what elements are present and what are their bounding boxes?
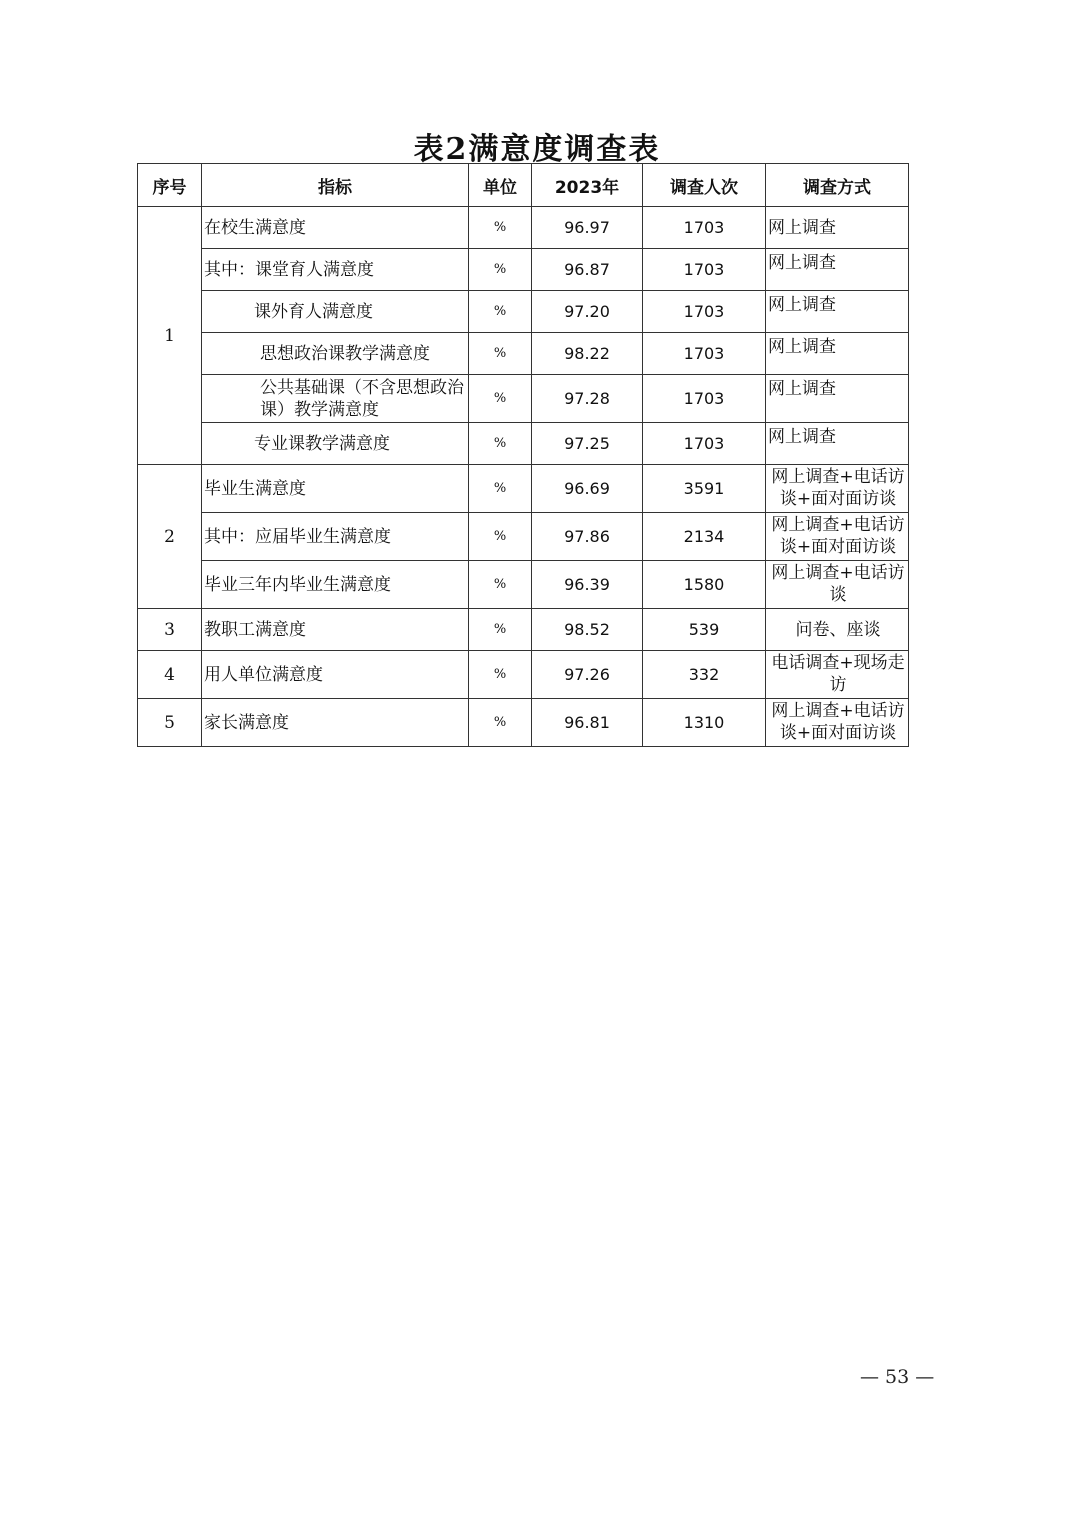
row-value: 96.81 <box>532 699 643 747</box>
row-unit: % <box>469 609 532 651</box>
row-indicator: 家长满意度 <box>202 699 469 747</box>
row-count: 1703 <box>643 333 766 375</box>
table-row <box>138 513 909 561</box>
row-method: 网上调查 <box>766 207 909 249</box>
row-count: 1703 <box>643 375 766 423</box>
row-seq: 5 <box>138 699 202 747</box>
table-row <box>138 423 909 465</box>
header-method: 调查方式 <box>766 164 909 207</box>
row-value: 97.25 <box>532 423 643 465</box>
row-seq: 3 <box>138 609 202 651</box>
row-seq: 4 <box>138 651 202 699</box>
row-count: 2134 <box>643 513 766 561</box>
row-method: 网上调查 <box>766 423 909 465</box>
row-count: 332 <box>643 651 766 699</box>
header-unit: 单位 <box>469 164 532 207</box>
row-value: 97.28 <box>532 375 643 423</box>
row-method: 网上调查+电话访谈 <box>766 561 909 609</box>
row-indicator: 其中：课堂育人满意度 <box>202 249 469 291</box>
satisfaction-table <box>137 163 909 747</box>
row-value: 96.97 <box>532 207 643 249</box>
row-method: 网上调查 <box>766 291 909 333</box>
table-header-row <box>138 164 909 207</box>
row-method: 网上调查+电话访谈+面对面访谈 <box>766 699 909 747</box>
row-value: 97.86 <box>532 513 643 561</box>
table-row <box>138 333 909 375</box>
row-unit: % <box>469 423 532 465</box>
row-unit: % <box>469 699 532 747</box>
row-indicator: 思想政治课教学满意度 <box>202 333 469 375</box>
row-unit: % <box>469 249 532 291</box>
header-count: 调查人次 <box>643 164 766 207</box>
row-value: 97.20 <box>532 291 643 333</box>
row-indicator: 专业课教学满意度 <box>202 423 469 465</box>
table-row <box>138 249 909 291</box>
row-seq: 1 <box>138 207 202 465</box>
page-number: — 53 — <box>860 1366 935 1388</box>
row-method: 电话调查+现场走访 <box>766 651 909 699</box>
row-unit: % <box>469 513 532 561</box>
row-unit: % <box>469 465 532 513</box>
row-value: 98.52 <box>532 609 643 651</box>
table-row <box>138 375 909 423</box>
row-count: 1580 <box>643 561 766 609</box>
row-method: 问卷、座谈 <box>766 609 909 651</box>
row-count: 539 <box>643 609 766 651</box>
row-indicator: 毕业生满意度 <box>202 465 469 513</box>
row-indicator: 其中：应届毕业生满意度 <box>202 513 469 561</box>
row-indicator: 毕业三年内毕业生满意度 <box>202 561 469 609</box>
row-value: 96.69 <box>532 465 643 513</box>
table-row <box>138 651 909 699</box>
row-count: 1703 <box>643 249 766 291</box>
row-method: 网上调查+电话访谈+面对面访谈 <box>766 465 909 513</box>
table-row <box>138 465 909 513</box>
page-title: 表2满意度调查表 <box>413 132 661 167</box>
row-seq: 2 <box>138 465 202 609</box>
table-row <box>138 609 909 651</box>
row-unit: % <box>469 651 532 699</box>
row-method: 网上调查 <box>766 375 909 423</box>
table-row <box>138 699 909 747</box>
row-indicator: 课外育人满意度 <box>202 291 469 333</box>
header-seq: 序号 <box>138 164 202 207</box>
row-count: 1703 <box>643 207 766 249</box>
table-row <box>138 207 909 249</box>
row-value: 97.26 <box>532 651 643 699</box>
header-year: 2023年 <box>532 164 643 207</box>
row-value: 96.87 <box>532 249 643 291</box>
row-method: 网上调查 <box>766 249 909 291</box>
row-indicator: 教职工满意度 <box>202 609 469 651</box>
table-row <box>138 291 909 333</box>
row-unit: % <box>469 207 532 249</box>
row-indicator: 在校生满意度 <box>202 207 469 249</box>
row-method: 网上调查 <box>766 333 909 375</box>
row-unit: % <box>469 333 532 375</box>
row-count: 1703 <box>643 291 766 333</box>
row-indicator: 用人单位满意度 <box>202 651 469 699</box>
row-unit: % <box>469 375 532 423</box>
row-method: 网上调查+电话访谈+面对面访谈 <box>766 513 909 561</box>
row-indicator: 公共基础课（不含思想政治课）教学满意度 <box>202 375 469 423</box>
header-indicator: 指标 <box>202 164 469 207</box>
row-unit: % <box>469 561 532 609</box>
table-row <box>138 561 909 609</box>
row-unit: % <box>469 291 532 333</box>
row-count: 1703 <box>643 423 766 465</box>
row-count: 1310 <box>643 699 766 747</box>
row-value: 98.22 <box>532 333 643 375</box>
row-value: 96.39 <box>532 561 643 609</box>
row-count: 3591 <box>643 465 766 513</box>
